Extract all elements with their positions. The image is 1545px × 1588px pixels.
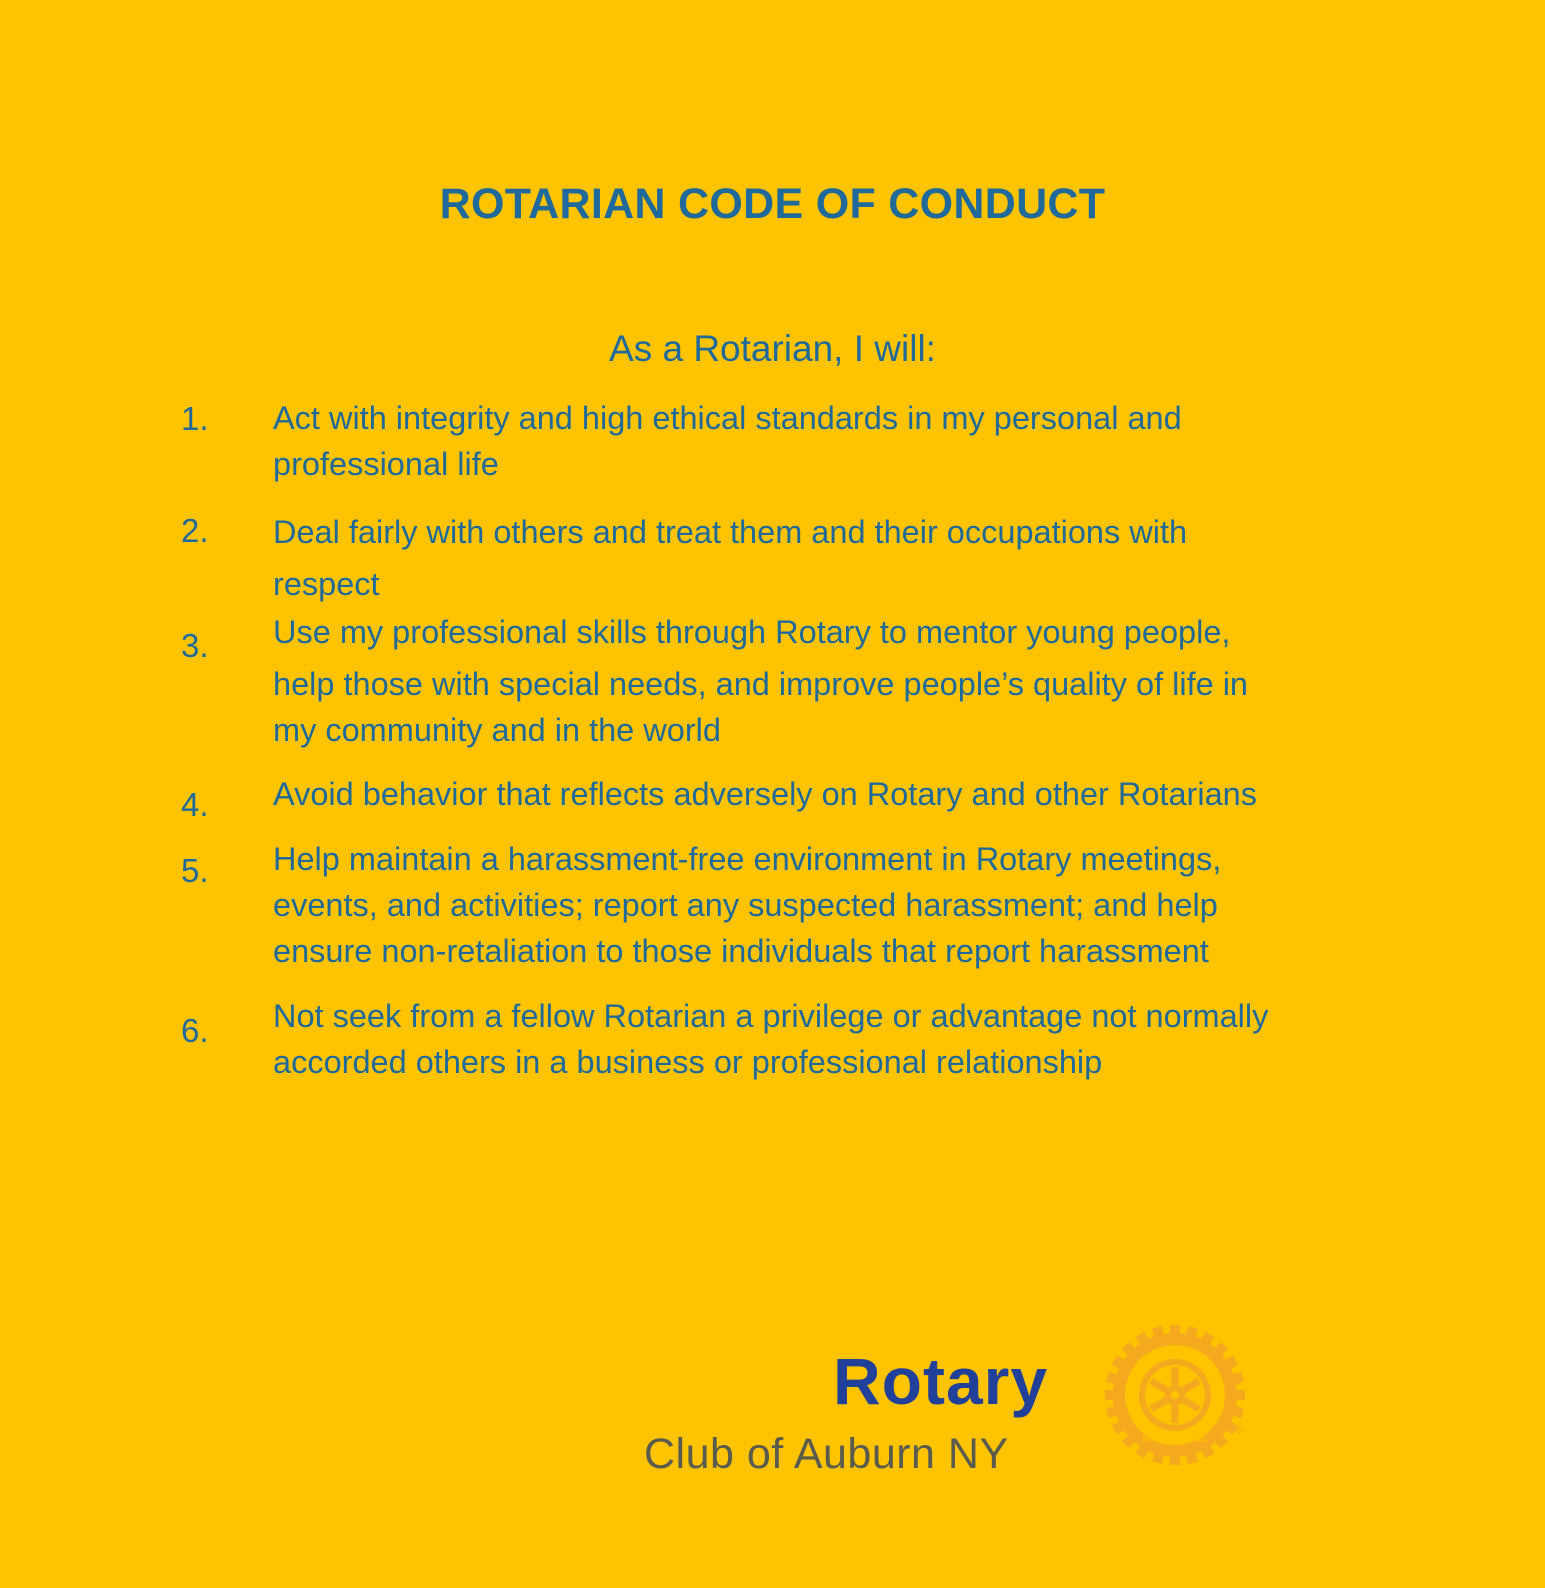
svg-text:®: ® bbox=[1235, 1424, 1244, 1436]
item-number: 4. bbox=[181, 786, 209, 823]
emblem-text-bottom: INTERNATIONAL bbox=[1142, 1435, 1208, 1444]
item-number: 5. bbox=[181, 852, 209, 889]
item-text bbox=[273, 836, 1393, 974]
item-text bbox=[273, 609, 1393, 753]
item-line: accorded others in a business or professional relationship bbox=[273, 1044, 1103, 1080]
rotary-wheel-icon bbox=[1095, 1325, 1265, 1465]
item-number: 3. bbox=[181, 627, 209, 664]
page-title: ROTARIAN CODE OF CONDUCT bbox=[439, 180, 1106, 228]
item-text bbox=[273, 771, 1393, 817]
item-line: professional life bbox=[273, 446, 499, 482]
item-line: Help maintain a harassment-free environment in Rotary meetings, bbox=[273, 841, 1222, 877]
item-text bbox=[273, 506, 1393, 610]
item-line: Act with integrity and high ethical standards in my personal and bbox=[273, 400, 1182, 436]
rotary-wordmark: Rotary bbox=[833, 1344, 1049, 1418]
item-number: 1. bbox=[181, 400, 209, 437]
item-line: ensure non-retaliation to those individuals that report harassment bbox=[273, 933, 1209, 969]
club-name: Club of Auburn NY bbox=[644, 1430, 1009, 1478]
item-line: respect bbox=[273, 566, 380, 602]
item-line: events, and activities; report any suspected harassment; and help bbox=[273, 887, 1218, 923]
item-line: Not seek from a fellow Rotarian a privilege or advantage not normally bbox=[273, 998, 1269, 1034]
item-line: Use my professional skills through Rotary to mentor young people, bbox=[273, 614, 1231, 650]
item-text bbox=[273, 395, 1393, 487]
item-number: 2. bbox=[181, 512, 209, 549]
item-text bbox=[273, 993, 1393, 1085]
item-line: Deal fairly with others and treat them and their occupations with bbox=[273, 514, 1188, 550]
item-line: Avoid behavior that reflects adversely on Rotary and other Rotarians bbox=[273, 776, 1257, 812]
item-line: my community and in the world bbox=[273, 712, 721, 748]
emblem-text-top: ROTARY bbox=[1156, 1347, 1194, 1357]
item-line: help those with special needs, and improve people’s quality of life in bbox=[273, 666, 1248, 702]
intro-text: As a Rotarian, I will: bbox=[609, 328, 936, 369]
item-number: 6. bbox=[181, 1012, 209, 1049]
